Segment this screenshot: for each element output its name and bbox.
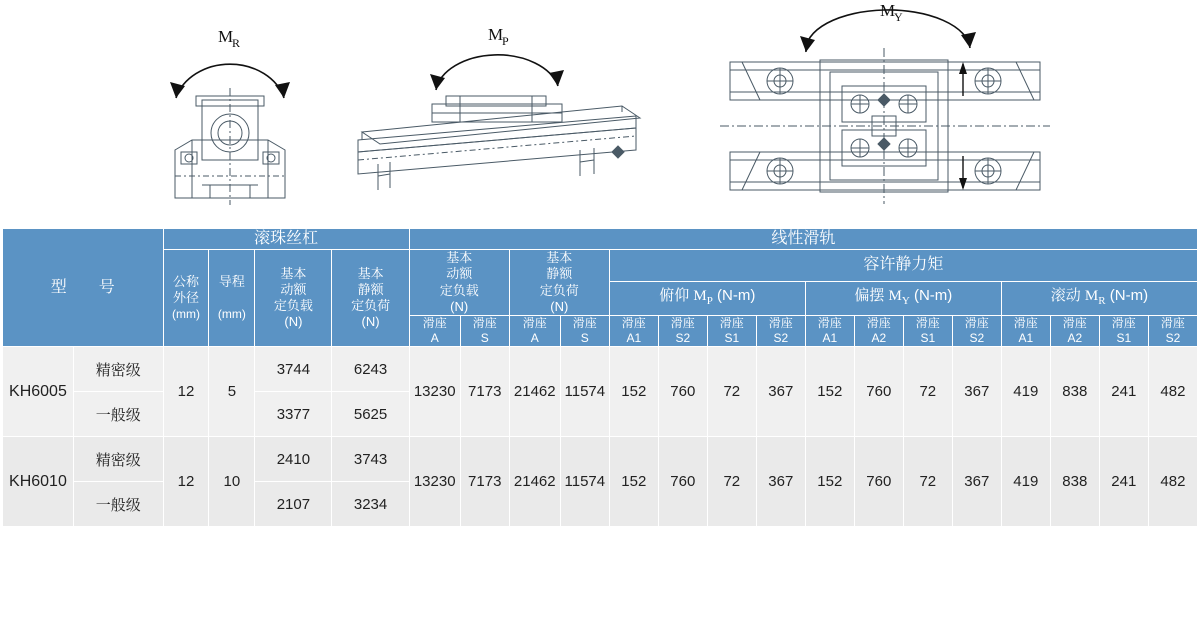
header-carriage-dyn-a: 滑座 A (409, 316, 460, 347)
header-static-moment: 容许静力矩 (609, 250, 1197, 282)
cell-grade: 精密级 (73, 437, 163, 482)
cell-rail-sta-s: 11574 (560, 437, 609, 527)
header-carriage-p-a1: 滑座 A1 (609, 316, 658, 347)
cell-p-s2: 760 (658, 437, 707, 527)
cell-p-s1: 72 (707, 437, 756, 527)
cell-r-a2: 838 (1050, 437, 1099, 527)
yaw-moment-sub: Y (894, 10, 903, 24)
table-row (3, 437, 1198, 482)
cell-screw-static: 6243 (332, 347, 409, 392)
pitch-moment-diagram (350, 0, 650, 215)
cell-nominal-diameter: 12 (163, 347, 209, 437)
cell-model: KH6010 (3, 437, 74, 527)
cell-p-s2: 760 (658, 347, 707, 437)
cell-y-s2: 367 (952, 437, 1001, 527)
cell-p-s1: 72 (707, 347, 756, 437)
cell-r-a2: 838 (1050, 347, 1099, 437)
header-carriage-r-a2: 滑座 A2 (1050, 316, 1099, 347)
diagram-strip (0, 0, 1200, 228)
header-carriage-y-a2: 滑座 A2 (854, 316, 903, 347)
header-carriage-y-s2: 滑座 S2 (952, 316, 1001, 347)
cell-y-s1: 72 (903, 347, 952, 437)
cell-nominal-diameter: 12 (163, 437, 209, 527)
cell-y-a1: 152 (805, 347, 854, 437)
pitch-moment-sub: P (502, 34, 509, 48)
cell-model: KH6005 (3, 347, 74, 437)
yaw-moment-label: M (880, 1, 896, 20)
cell-p-a1: 152 (609, 437, 658, 527)
cell-lead: 10 (209, 437, 255, 527)
cell-r-s2: 482 (1148, 437, 1197, 527)
header-roll-moment: 滚动 $M_R$ (N-m) (1001, 281, 1197, 315)
roll-moment-sub: R (232, 36, 241, 50)
cell-r-s1: 241 (1099, 347, 1148, 437)
cell-y-a1: 152 (805, 437, 854, 527)
cell-rail-sta-s: 11574 (560, 347, 609, 437)
cell-r-s2: 482 (1148, 347, 1197, 437)
header-lead: 导程 (mm) (209, 250, 255, 347)
header-carriage-y-s1: 滑座 S1 (903, 316, 952, 347)
cell-r-a1: 419 (1001, 347, 1050, 437)
table-header-row-groups (3, 229, 1198, 250)
header-carriage-y-a1: 滑座 A1 (805, 316, 854, 347)
cell-screw-dynamic: 3377 (255, 392, 332, 437)
header-screw-dynamic-load: 基本 动额 定负载 (N) (255, 250, 332, 347)
header-pitch-moment: 俯仰 $M_P$ (N-m) (609, 281, 805, 315)
header-carriage-sta-a: 滑座 A (509, 316, 560, 347)
header-ball-screw: 滚珠丝杠 (163, 229, 409, 250)
header-carriage-r-a1: 滑座 A1 (1001, 316, 1050, 347)
cell-screw-dynamic: 3744 (255, 347, 332, 392)
cell-y-s2: 367 (952, 347, 1001, 437)
yaw-moment-diagram (720, 0, 1050, 215)
cell-rail-sta-a: 21462 (509, 437, 560, 527)
header-nominal-diameter: 公称 外径 (mm) (163, 250, 209, 347)
cell-p-a1: 152 (609, 347, 658, 437)
cell-rail-dyn-s: 7173 (460, 437, 509, 527)
header-linear-rail: 线性滑轨 (409, 229, 1197, 250)
cell-y-s1: 72 (903, 437, 952, 527)
cell-rail-dyn-a: 13230 (409, 437, 460, 527)
cell-p-s2b: 367 (756, 347, 805, 437)
header-carriage-sta-s: 滑座 S (560, 316, 609, 347)
cell-screw-dynamic: 2410 (255, 437, 332, 482)
cell-screw-static: 3234 (332, 482, 409, 527)
specification-table (2, 228, 1198, 527)
header-model: 型 号 (3, 229, 164, 347)
cell-grade: 精密级 (73, 347, 163, 392)
header-rail-dynamic-load: 基本 动额 定负载 (N) (409, 250, 509, 316)
header-carriage-p-s2b: 滑座 S2 (756, 316, 805, 347)
cell-y-a2: 760 (854, 347, 903, 437)
cell-rail-dyn-a: 13230 (409, 347, 460, 437)
cell-rail-sta-a: 21462 (509, 347, 560, 437)
cell-grade: 一般级 (73, 482, 163, 527)
cell-screw-dynamic: 2107 (255, 482, 332, 527)
header-carriage-p-s2: 滑座 S2 (658, 316, 707, 347)
cell-r-s1: 241 (1099, 437, 1148, 527)
cell-rail-dyn-s: 7173 (460, 347, 509, 437)
cell-r-a1: 419 (1001, 437, 1050, 527)
cell-screw-static: 5625 (332, 392, 409, 437)
table-header-row-cols (3, 250, 1198, 282)
header-yaw-moment: 偏摆 $M_Y$ (N-m) (805, 281, 1001, 315)
roll-moment-label: M (218, 27, 234, 46)
header-carriage-r-s2: 滑座 S2 (1148, 316, 1197, 347)
cell-grade: 一般级 (73, 392, 163, 437)
header-carriage-r-s1: 滑座 S1 (1099, 316, 1148, 347)
cell-lead: 5 (209, 347, 255, 437)
header-screw-static-load: 基本 静额 定负荷 (N) (332, 250, 409, 347)
cell-screw-static: 3743 (332, 437, 409, 482)
header-carriage-dyn-s: 滑座 S (460, 316, 509, 347)
roll-moment-diagram (140, 0, 320, 215)
cell-p-s2b: 367 (756, 437, 805, 527)
header-rail-static-load: 基本 静额 定负荷 (N) (509, 250, 609, 316)
header-carriage-p-s1: 滑座 S1 (707, 316, 756, 347)
pitch-moment-label: M (488, 25, 504, 44)
table-row (3, 347, 1198, 392)
cell-y-a2: 760 (854, 437, 903, 527)
